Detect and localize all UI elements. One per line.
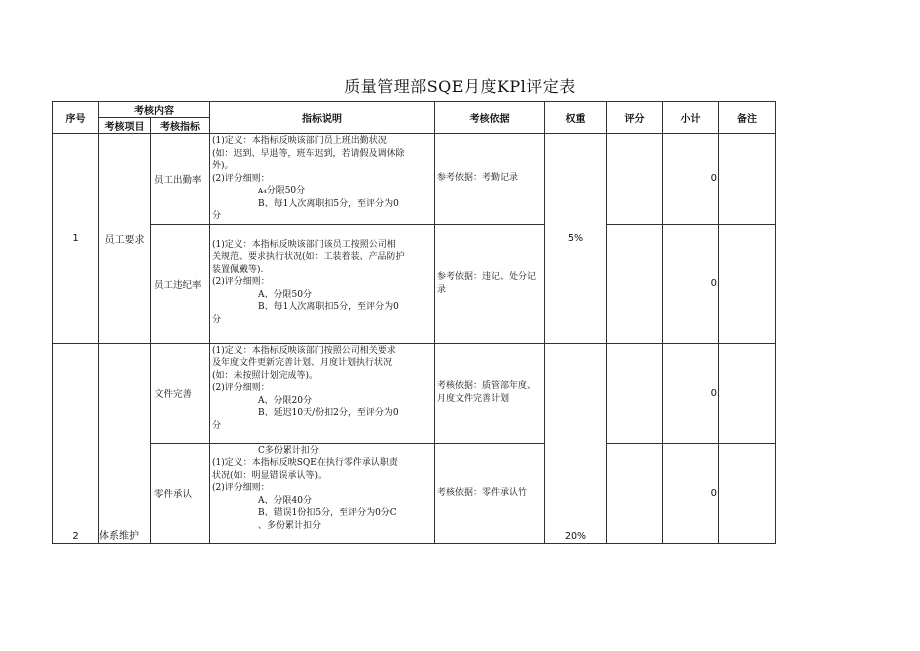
description-line: 及年度文件更新完善计划、月度计划执行状况 bbox=[212, 358, 393, 368]
description-line: (2)评分细则： bbox=[212, 277, 270, 287]
description-line: 、多份累计扣分 bbox=[258, 520, 322, 531]
page-title: 质量管理部SQE月度KPl评定表 bbox=[344, 77, 576, 96]
remark-cell[interactable] bbox=[719, 443, 776, 543]
subtotal-cell: 0 bbox=[663, 134, 719, 225]
score-cell[interactable] bbox=[607, 343, 663, 443]
indicator-name: 员工出勤率 bbox=[151, 134, 210, 225]
description-line: A、分限50分 bbox=[258, 289, 312, 300]
description-line: (1)定义：本指标反映该部门按照公司相关要求 bbox=[212, 345, 396, 356]
description-line: C多份累计扣分 bbox=[258, 445, 319, 456]
description-line: A、分限20分 bbox=[258, 395, 312, 406]
description-line: B、每1人次离职扣5分，至评分为0 bbox=[258, 198, 399, 209]
kpi-table bbox=[52, 101, 776, 544]
header-row bbox=[53, 102, 776, 118]
score-cell[interactable] bbox=[607, 134, 663, 225]
description-line: (如：未按照计划完成等)。 bbox=[212, 370, 319, 381]
description-line: (1)定义：本指标反映SQE在执行零件承认职责 bbox=[212, 458, 398, 468]
description-line: ᴀ₄分限50分 bbox=[258, 186, 306, 196]
description-line: (如：迟到、早退等，班车迟到，若请假及调休除 bbox=[212, 148, 405, 159]
remark-cell[interactable] bbox=[719, 224, 776, 343]
header-remark: 备注 bbox=[719, 102, 776, 134]
indicator-description bbox=[210, 343, 435, 443]
description-line: A、分限40分 bbox=[258, 495, 312, 506]
description-line: (1)定义：本指标反映该部门员上班出勤状况 bbox=[212, 136, 387, 146]
header-basis: 考核依据 bbox=[435, 102, 545, 134]
header-subtotal: 小计 bbox=[663, 102, 719, 134]
description-line: 外)。 bbox=[212, 161, 234, 171]
score-cell[interactable] bbox=[607, 224, 663, 343]
row-item: 体系维护 bbox=[99, 343, 151, 543]
header-item: 考核项目 bbox=[99, 118, 151, 134]
indicator-basis: 参考依据：违记、处分记录 bbox=[435, 224, 545, 343]
subtotal-cell: 0 bbox=[663, 343, 719, 443]
subtotal-cell: 0 bbox=[663, 224, 719, 343]
description-line: 分 bbox=[212, 211, 222, 221]
indicator-description bbox=[210, 443, 435, 543]
header-seq: 序号 bbox=[53, 102, 99, 134]
row-weight: 5% bbox=[545, 134, 607, 344]
indicator-name: 员工违纪率 bbox=[151, 224, 210, 343]
indicator-basis: 考核依据：质管部年度、月度文件完善计划 bbox=[435, 343, 545, 443]
description-line: 关规范、要求执行状况(如：工装着装、产品防护 bbox=[212, 252, 405, 262]
header-indicator: 考核指标 bbox=[151, 118, 210, 134]
table-row bbox=[53, 224, 776, 343]
description-line: (2)评分细则： bbox=[212, 173, 270, 184]
indicator-name: 零件承认 bbox=[151, 443, 210, 543]
header-content: 考核内容 bbox=[99, 102, 210, 118]
description-line: (2)评分细则： bbox=[212, 483, 270, 493]
description-line: B、错误1份扣5分，至评分为0分C bbox=[258, 508, 397, 518]
description-line: (1)定义：本指标反映该部门该员工按照公司相 bbox=[212, 239, 396, 250]
description-line: 装置佩戴等). bbox=[212, 264, 264, 275]
row-weight: 20% bbox=[545, 343, 607, 543]
table-row bbox=[53, 443, 776, 543]
description-line: B、延迟10天/份扣2分，至评分为0 bbox=[258, 408, 399, 418]
indicator-basis: 参考依据：考勤记录 bbox=[435, 134, 545, 225]
table-row bbox=[53, 343, 776, 443]
row-item: 员工要求 bbox=[99, 134, 151, 344]
score-cell[interactable] bbox=[607, 443, 663, 543]
header-score: 评分 bbox=[607, 102, 663, 134]
description-line: 分 bbox=[212, 420, 222, 431]
description-line: B、每1人次离职扣5分，至评分为0 bbox=[258, 302, 399, 312]
row-seq: 1 bbox=[53, 134, 99, 344]
indicator-basis: 考核依据：零件承认竹 bbox=[435, 443, 545, 543]
remark-cell[interactable] bbox=[719, 343, 776, 443]
indicator-description bbox=[210, 134, 435, 225]
subtotal-cell: 0 bbox=[663, 443, 719, 543]
header-weight: 权重 bbox=[545, 102, 607, 134]
header-desc: 指标说明 bbox=[210, 102, 435, 134]
description-line: (2)评分细则： bbox=[212, 383, 270, 393]
description-line: 状况(如：明显错误承认等)。 bbox=[212, 470, 328, 481]
indicator-name: 文件完善 bbox=[151, 343, 210, 443]
table-row bbox=[53, 134, 776, 225]
remark-cell[interactable] bbox=[719, 134, 776, 225]
indicator-description bbox=[210, 224, 435, 343]
description-line: 分 bbox=[212, 314, 222, 325]
row-seq: 2 bbox=[53, 343, 99, 543]
